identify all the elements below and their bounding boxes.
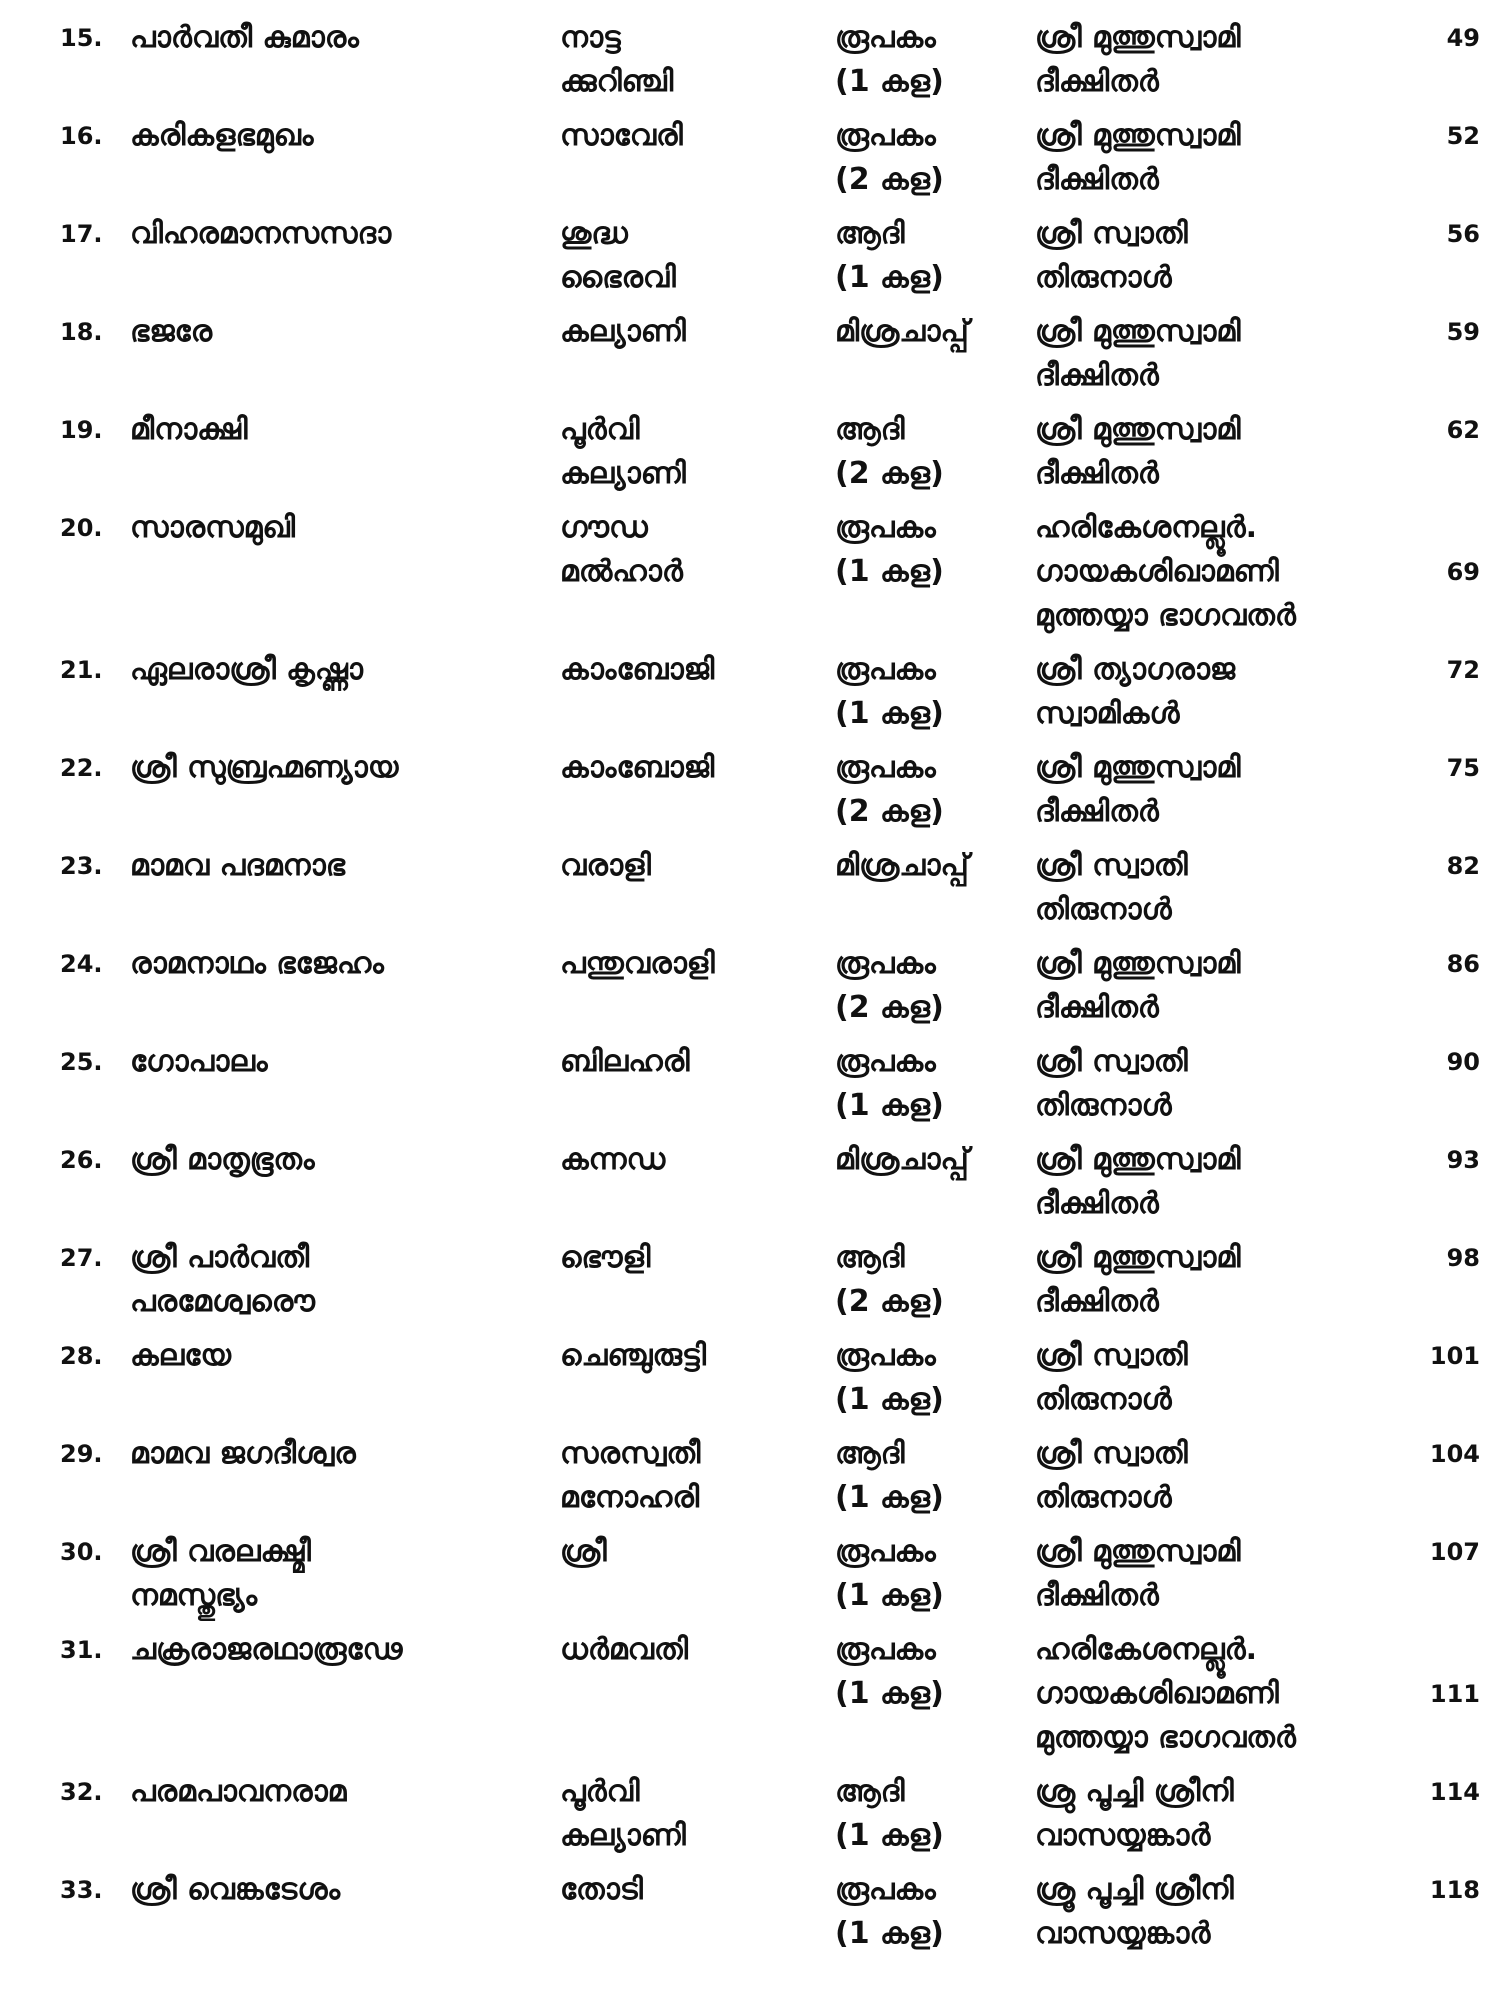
page-number: 86 — [1446, 950, 1480, 978]
entry-number: 33. — [60, 1876, 103, 1904]
tala-name-line: (1 കള) — [835, 64, 944, 99]
raga-name-line: മനോഹരി — [560, 1480, 700, 1515]
tala-name — [835, 212, 1025, 300]
raga-name-line: മൽഹാർ — [560, 554, 683, 589]
composer-name — [1035, 1530, 1425, 1618]
composer-name-line: ഗായകശിഖാമണി — [1035, 1676, 1279, 1711]
composer-name-line: ശ്രീ മുത്തുസ്വാമി — [1035, 750, 1241, 785]
page-number: 56 — [1446, 220, 1480, 248]
raga-name-line: കല്യാണി — [560, 456, 686, 491]
composer-name — [1035, 1040, 1425, 1128]
composer-name-line: മുത്തയ്യാ ഭാഗവതർ — [1035, 598, 1296, 633]
tala-name-line: രൂപകം — [835, 946, 936, 981]
tala-name-line: ആദി — [835, 216, 905, 251]
song-title-line: ശ്രീ വരലക്ഷ്മീ — [130, 1534, 311, 1569]
song-title — [130, 1138, 550, 1182]
tala-name-line: രൂപകം — [835, 118, 936, 153]
tala-name — [835, 1628, 1025, 1716]
song-title-line: രാമനാഥം ഭജേഹം — [130, 946, 384, 981]
song-title — [130, 1628, 550, 1672]
song-title-line: സാരസമുഖി — [130, 510, 296, 545]
raga-name-line: ശ്രീ — [560, 1534, 607, 1569]
composer-name-line: ശ്രീ മുത്തുസ്വാമി — [1035, 1534, 1241, 1569]
tala-name — [835, 114, 1025, 202]
page-number: 52 — [1446, 122, 1480, 150]
entry-number: 29. — [60, 1440, 103, 1468]
tala-name-line: ആദി — [835, 1240, 905, 1275]
raga-name — [560, 1868, 820, 1912]
raga-name-line: തോടി — [560, 1872, 643, 1907]
page-number: 69 — [1446, 558, 1480, 586]
composer-name-line: മുത്തയ്യാ ഭാഗവതർ — [1035, 1720, 1296, 1755]
composer-name-line: തിരുനാൾ — [1035, 892, 1172, 927]
tala-name-line: രൂപകം — [835, 652, 936, 687]
tala-name-line: (2 കള) — [835, 1284, 944, 1319]
composer-name — [1035, 408, 1425, 496]
raga-name-line: ബിലഹരി — [560, 1044, 690, 1079]
table-row — [60, 1040, 1480, 1128]
tala-name-line: (1 കള) — [835, 1676, 944, 1711]
tala-name — [835, 506, 1025, 594]
entry-number: 25. — [60, 1048, 103, 1076]
song-title-line: പരമേശ്വരൌ — [130, 1284, 315, 1319]
song-title — [130, 16, 550, 60]
song-title-line: ശ്രീ സുബ്രഹ്മണ്യായ — [130, 750, 399, 785]
composer-name — [1035, 1432, 1425, 1520]
entry-number: 16. — [60, 122, 103, 150]
raga-name — [560, 1040, 820, 1084]
tala-name-line: (1 കള) — [835, 260, 944, 295]
tala-name-line: ആദി — [835, 1774, 905, 1809]
song-title-line: ശ്രീ മാതൃഭൂതം — [130, 1142, 315, 1177]
song-title — [130, 1040, 550, 1084]
raga-name — [560, 1138, 820, 1182]
table-row — [60, 648, 1480, 736]
raga-name-line: ശുദ്ധ — [560, 216, 628, 251]
composer-name — [1035, 1236, 1425, 1324]
composer-name-line: ശ്രീ മുത്തുസ്വാമി — [1035, 946, 1241, 981]
tala-name-line: (1 കള) — [835, 1382, 944, 1417]
song-title — [130, 1432, 550, 1476]
tala-name — [835, 1770, 1025, 1858]
raga-name-line: കല്യാണി — [560, 314, 686, 349]
raga-name-line: കാംബോജി — [560, 750, 715, 785]
song-title-line: വിഹരമാനസസദാ — [130, 216, 392, 251]
composer-name — [1035, 212, 1425, 300]
entry-number: 19. — [60, 416, 103, 444]
composer-name-line: ശ്രീ സ്വാതി — [1035, 1436, 1188, 1471]
raga-name — [560, 310, 820, 354]
raga-name-line: ധർമവതി — [560, 1632, 688, 1667]
raga-name-line: വരാളി — [560, 848, 651, 883]
table-row — [60, 408, 1480, 496]
tala-name-line: (1 കള) — [835, 696, 944, 731]
table-row — [60, 212, 1480, 300]
entry-number: 20. — [60, 514, 103, 542]
composer-name-line: ശ്രു പൂച്ചി ശ്രീനി — [1035, 1774, 1234, 1809]
raga-name — [560, 16, 820, 104]
composer-name-line: ശ്രീ സ്വാതി — [1035, 848, 1188, 883]
raga-name — [560, 1236, 820, 1280]
raga-name — [560, 1334, 820, 1378]
composer-name — [1035, 942, 1425, 1030]
composer-name — [1035, 1334, 1425, 1422]
page-number: 114 — [1429, 1778, 1480, 1806]
composer-name-line: ശ്രീ സ്വാതി — [1035, 1338, 1188, 1373]
raga-name — [560, 114, 820, 158]
composer-name-line: തിരുനാൾ — [1035, 1480, 1172, 1515]
table-row — [60, 942, 1480, 1030]
composer-name — [1035, 648, 1425, 736]
table-row — [60, 1530, 1480, 1618]
table-row — [60, 506, 1480, 638]
tala-name-line: (1 കള) — [835, 1818, 944, 1853]
table-row — [60, 1432, 1480, 1520]
song-title — [130, 942, 550, 986]
composer-name-line: ശ്രീ സ്വാതി — [1035, 1044, 1188, 1079]
table-row — [60, 844, 1480, 932]
song-title — [130, 1236, 550, 1324]
song-title — [130, 1334, 550, 1378]
raga-name-line: പൂർവി — [560, 412, 640, 447]
table-row — [60, 1138, 1480, 1226]
tala-name-line: (2 കള) — [835, 794, 944, 829]
tala-name-line: (2 കള) — [835, 162, 944, 197]
song-title — [130, 844, 550, 888]
page-number: 98 — [1446, 1244, 1480, 1272]
tala-name — [835, 1432, 1025, 1520]
tala-name — [835, 746, 1025, 834]
song-title-line: മാമവ പദമനാഭ — [130, 848, 346, 883]
entry-number: 18. — [60, 318, 103, 346]
song-title-line: കലയേ — [130, 1338, 231, 1373]
raga-name-line: ഭൌളി — [560, 1240, 651, 1275]
entry-number: 30. — [60, 1538, 103, 1566]
entry-number: 17. — [60, 220, 103, 248]
table-row — [60, 1770, 1480, 1858]
entry-number: 27. — [60, 1244, 103, 1272]
tala-name-line: രൂപകം — [835, 750, 936, 785]
tala-name — [835, 844, 1025, 888]
entry-number: 31. — [60, 1636, 103, 1664]
entry-number: 22. — [60, 754, 103, 782]
raga-name — [560, 506, 820, 594]
composer-name-line: ശ്രീ മുത്തുസ്വാമി — [1035, 20, 1241, 55]
composer-name-line: തിരുനാൾ — [1035, 1088, 1172, 1123]
raga-name — [560, 844, 820, 888]
song-title-line: കരികളഭമുഖം — [130, 118, 314, 153]
tala-name — [835, 16, 1025, 104]
composer-name-line: തിരുനാൾ — [1035, 1382, 1172, 1417]
composer-name-line: ദീക്ഷിതർ — [1035, 990, 1159, 1025]
table-row — [60, 746, 1480, 834]
song-title — [130, 648, 550, 692]
tala-name — [835, 1138, 1025, 1182]
tala-name-line: ആദി — [835, 1436, 905, 1471]
tala-name — [835, 1236, 1025, 1324]
composer-name-line: ശ്രീ മുത്തുസ്വാമി — [1035, 118, 1241, 153]
composer-name — [1035, 310, 1425, 398]
raga-name — [560, 942, 820, 986]
table-row — [60, 1868, 1480, 1956]
page-number: 72 — [1446, 656, 1480, 684]
table-row — [60, 310, 1480, 398]
page-number: 93 — [1446, 1146, 1480, 1174]
entry-number: 21. — [60, 656, 103, 684]
composer-name-line: ശ്രീ മുത്തുസ്വാമി — [1035, 1142, 1241, 1177]
raga-name-line: കാംബോജി — [560, 652, 715, 687]
composer-name-line: ശ്രൂ പൂച്ചി ശ്രീനി — [1035, 1872, 1234, 1907]
song-title — [130, 1530, 550, 1618]
song-title-line: നമസ്തുഭ്യം — [130, 1578, 258, 1613]
page-number: 104 — [1429, 1440, 1480, 1468]
song-title — [130, 1868, 550, 1912]
composer-name — [1035, 1770, 1425, 1858]
tala-name-line: രൂപകം — [835, 510, 936, 545]
tala-name — [835, 408, 1025, 496]
song-title-line: ശ്രീ പാർവതീ — [130, 1240, 310, 1275]
tala-name-line: മിശ്രചാപ്പ് — [835, 1142, 969, 1177]
song-title-line: മീനാക്ഷി — [130, 412, 248, 447]
composer-name-line: ശ്രീ മുത്തുസ്വാമി — [1035, 1240, 1241, 1275]
composer-name — [1035, 1628, 1425, 1760]
song-title — [130, 746, 550, 790]
song-title — [130, 114, 550, 158]
raga-name-line: ക്കുറിഞ്ചി — [560, 64, 674, 99]
song-title-line: ഗോപാലം — [130, 1044, 268, 1079]
composer-name-line: ദീക്ഷിതർ — [1035, 456, 1159, 491]
tala-name — [835, 1868, 1025, 1956]
composer-name — [1035, 16, 1425, 104]
song-title-line: ഭജരേ — [130, 314, 213, 349]
entry-number: 24. — [60, 950, 103, 978]
tala-name-line: (1 കള) — [835, 1578, 944, 1613]
composer-name-line: ഹരികേശനല്ലൂർ. — [1035, 1632, 1258, 1667]
tala-name-line: ആദി — [835, 412, 905, 447]
composer-name — [1035, 114, 1425, 202]
composer-name-line: വാസയ്യങ്കാർ — [1035, 1916, 1211, 1951]
tala-name-line: രൂപകം — [835, 1044, 936, 1079]
composer-name-line: ശ്രീ സ്വാതി — [1035, 216, 1188, 251]
tala-name — [835, 1040, 1025, 1128]
tala-name — [835, 310, 1025, 354]
page-number: 62 — [1446, 416, 1480, 444]
entry-number: 26. — [60, 1146, 103, 1174]
tala-name-line: രൂപകം — [835, 1632, 936, 1667]
tala-name-line: (1 കള) — [835, 1916, 944, 1951]
raga-name-line: ഭൈരവി — [560, 260, 676, 295]
composer-name-line: ദീക്ഷിതർ — [1035, 794, 1159, 829]
composer-name-line: വാസയ്യങ്കാർ — [1035, 1818, 1211, 1853]
song-title-line: ചക്രരാജരഥാരൂഢേ — [130, 1632, 403, 1667]
composer-name-line: ദീക്ഷിതർ — [1035, 1186, 1159, 1221]
composer-name-line: ദീക്ഷിതർ — [1035, 162, 1159, 197]
table-row — [60, 1334, 1480, 1422]
page-number: 75 — [1446, 754, 1480, 782]
composer-name-line: ഹരികേശനല്ലൂർ. — [1035, 510, 1258, 545]
song-title — [130, 506, 550, 550]
page-number: 49 — [1446, 24, 1480, 52]
raga-name — [560, 1628, 820, 1672]
composer-name-line: ഗായകശിഖാമണി — [1035, 554, 1279, 589]
page-number: 111 — [1429, 1680, 1480, 1708]
song-title — [130, 1770, 550, 1814]
raga-name — [560, 746, 820, 790]
tala-name-line: മിശ്രചാപ്പ് — [835, 314, 969, 349]
raga-name-line: കല്യാണി — [560, 1818, 686, 1853]
raga-name-line: സരസ്വതീ — [560, 1436, 701, 1471]
raga-name — [560, 648, 820, 692]
tala-name — [835, 942, 1025, 1030]
composer-name-line: ദീക്ഷിതർ — [1035, 358, 1159, 393]
raga-name — [560, 1770, 820, 1858]
song-title — [130, 408, 550, 452]
raga-name — [560, 212, 820, 300]
composer-name — [1035, 844, 1425, 932]
tala-name — [835, 1530, 1025, 1618]
song-title-line: പാർവതീ കുമാരം — [130, 20, 359, 55]
tala-name-line: (2 കള) — [835, 456, 944, 491]
page-number: 101 — [1429, 1342, 1480, 1370]
raga-name-line: ചെഞ്ചുരുട്ടി — [560, 1338, 707, 1373]
entry-number: 15. — [60, 24, 103, 52]
raga-name-line: പന്തുവരാളി — [560, 946, 715, 981]
raga-name-line: ഗൗഡ — [560, 510, 648, 545]
song-title — [130, 310, 550, 354]
page-number: 90 — [1446, 1048, 1480, 1076]
table-row — [60, 1628, 1480, 1760]
raga-name-line: കന്നഡ — [560, 1142, 666, 1177]
tala-name-line: രൂപകം — [835, 1534, 936, 1569]
tala-name-line: (1 കള) — [835, 554, 944, 589]
song-title-line: ഏലരാശ്രീ കൃഷ്ണാ — [130, 652, 363, 687]
entry-number: 28. — [60, 1342, 103, 1370]
song-title-line: പരമപാവനരാമ — [130, 1774, 347, 1809]
composer-name — [1035, 506, 1425, 638]
tala-name-line: രൂപകം — [835, 1338, 936, 1373]
tala-name-line: (2 കള) — [835, 990, 944, 1025]
tala-name-line: രൂപകം — [835, 1872, 936, 1907]
song-title-line: ശ്രീ വെങ്കടേശം — [130, 1872, 341, 1907]
entry-number: 32. — [60, 1778, 103, 1806]
composer-name — [1035, 1138, 1425, 1226]
page-number: 82 — [1446, 852, 1480, 880]
page-number: 107 — [1429, 1538, 1480, 1566]
raga-name-line: നാട്ട — [560, 20, 621, 55]
composer-name-line: ദീക്ഷിതർ — [1035, 1284, 1159, 1319]
song-title-line: മാമവ ജഗദീശ്വര — [130, 1436, 356, 1471]
tala-name — [835, 648, 1025, 736]
raga-name — [560, 408, 820, 496]
composer-name-line: ശ്രീ മുത്തുസ്വാമി — [1035, 314, 1241, 349]
composer-name-line: ശ്രീ മുത്തുസ്വാമി — [1035, 412, 1241, 447]
table-row — [60, 16, 1480, 104]
tala-name — [835, 1334, 1025, 1422]
composer-name-line: ദീക്ഷിതർ — [1035, 64, 1159, 99]
composer-name — [1035, 1868, 1425, 1956]
tala-name-line: മിശ്രചാപ്പ് — [835, 848, 969, 883]
raga-name-line: പൂർവി — [560, 1774, 640, 1809]
page-number: 118 — [1429, 1876, 1480, 1904]
raga-name-line: സാവേരി — [560, 118, 683, 153]
composer-name-line: ശ്രീ ത്യാഗരാജ — [1035, 652, 1236, 687]
raga-name — [560, 1530, 820, 1574]
tala-name-line: (1 കള) — [835, 1088, 944, 1123]
raga-name — [560, 1432, 820, 1520]
composer-name-line: സ്വാമികൾ — [1035, 696, 1180, 731]
composer-name — [1035, 746, 1425, 834]
table-row — [60, 1236, 1480, 1324]
composer-name-line: ദീക്ഷിതർ — [1035, 1578, 1159, 1613]
song-title — [130, 212, 550, 256]
composer-name-line: തിരുനാൾ — [1035, 260, 1172, 295]
table-row — [60, 114, 1480, 202]
page-number: 59 — [1446, 318, 1480, 346]
tala-name-line: (1 കള) — [835, 1480, 944, 1515]
tala-name-line: രൂപകം — [835, 20, 936, 55]
entry-number: 23. — [60, 852, 103, 880]
